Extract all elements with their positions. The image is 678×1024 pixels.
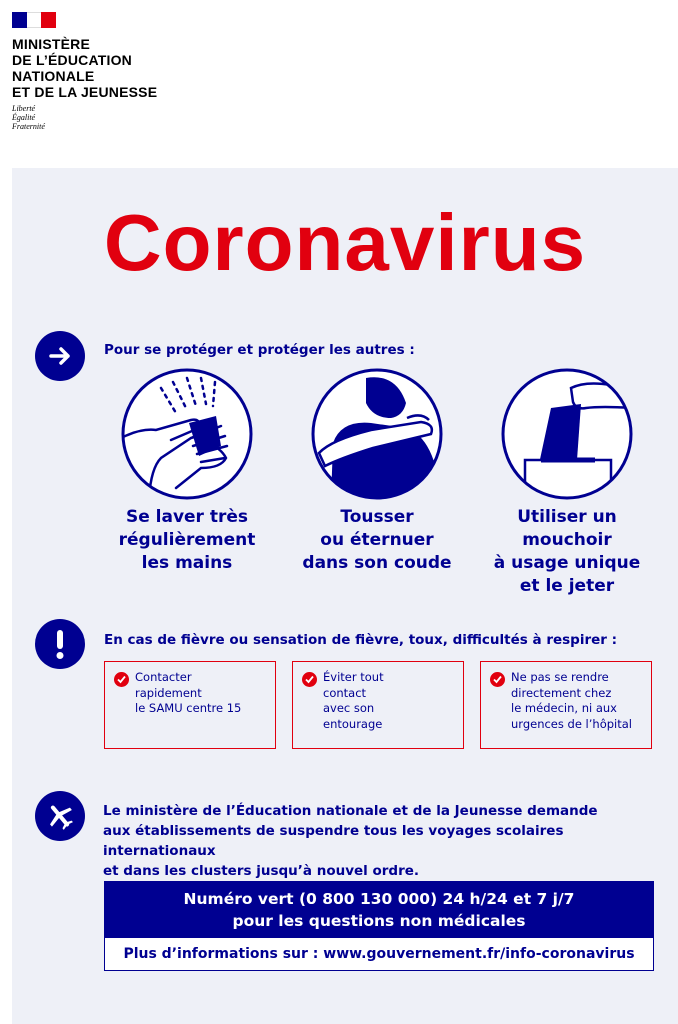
check-icon: [490, 672, 505, 687]
fever-action-text: Contacter rapidement le SAMU centre 15: [135, 670, 242, 715]
arrow-right-icon: [35, 331, 85, 381]
info-link-text: Plus d’informations sur : www.gouvernement.fr/info-coronavirus: [123, 946, 635, 962]
ministry-header: [12, 12, 157, 131]
hand-washing-icon: [121, 368, 253, 500]
airplane-icon: [35, 791, 85, 841]
hotline-box: [104, 881, 654, 971]
poster-title: Coronavirus: [103, 198, 587, 287]
poster-panel: [12, 168, 678, 1024]
tissue-bin-icon: [501, 368, 633, 500]
fever-action-box: [292, 661, 464, 749]
ministry-name: MINISTÈRE DE L’ÉDUCATION NATIONALE ET DE LA JEUNESSE: [12, 36, 158, 100]
hotline-headline: Numéro vert (0 800 130 000) 24 h/24 et 7 j/7 pour les questions non médicales: [105, 882, 653, 938]
check-icon: [114, 672, 129, 687]
gesture-caption-wash: Se laver très régulièrement les mains: [118, 507, 256, 573]
fever-lead: En cas de fièvre ou sensation de fièvre, toux, difficultés à respirer :: [104, 632, 618, 648]
fever-action-text: Éviter tout contact avec son entourage: [323, 670, 384, 731]
cough-elbow-icon: [311, 368, 443, 500]
republic-motto: Liberté Égalité Fraternité: [12, 104, 45, 131]
french-flag-logo: [12, 12, 56, 28]
fever-action-box: [104, 661, 276, 749]
exclamation-icon: [35, 619, 85, 669]
protect-lead: Pour se protéger et protéger les autres :: [104, 342, 415, 358]
gesture-caption-cough: Tousser ou éternuer dans son coude: [302, 507, 452, 573]
check-icon: [302, 672, 317, 687]
travel-notice: Le ministère de l’Éducation nationale et de la Jeunesse demande aux établissements de suspendre tous les voyages scolaires internationaux et dans les clusters jusqu’à nouvel ordre.: [103, 803, 598, 879]
gesture-caption-tissue: Utiliser un mouchoir à usage unique et le jeter: [493, 507, 641, 596]
fever-action-box: [480, 661, 652, 749]
fever-action-text: Ne pas se rendre directement chez le médecin, ni aux urgences de l’hôpital: [511, 670, 632, 731]
